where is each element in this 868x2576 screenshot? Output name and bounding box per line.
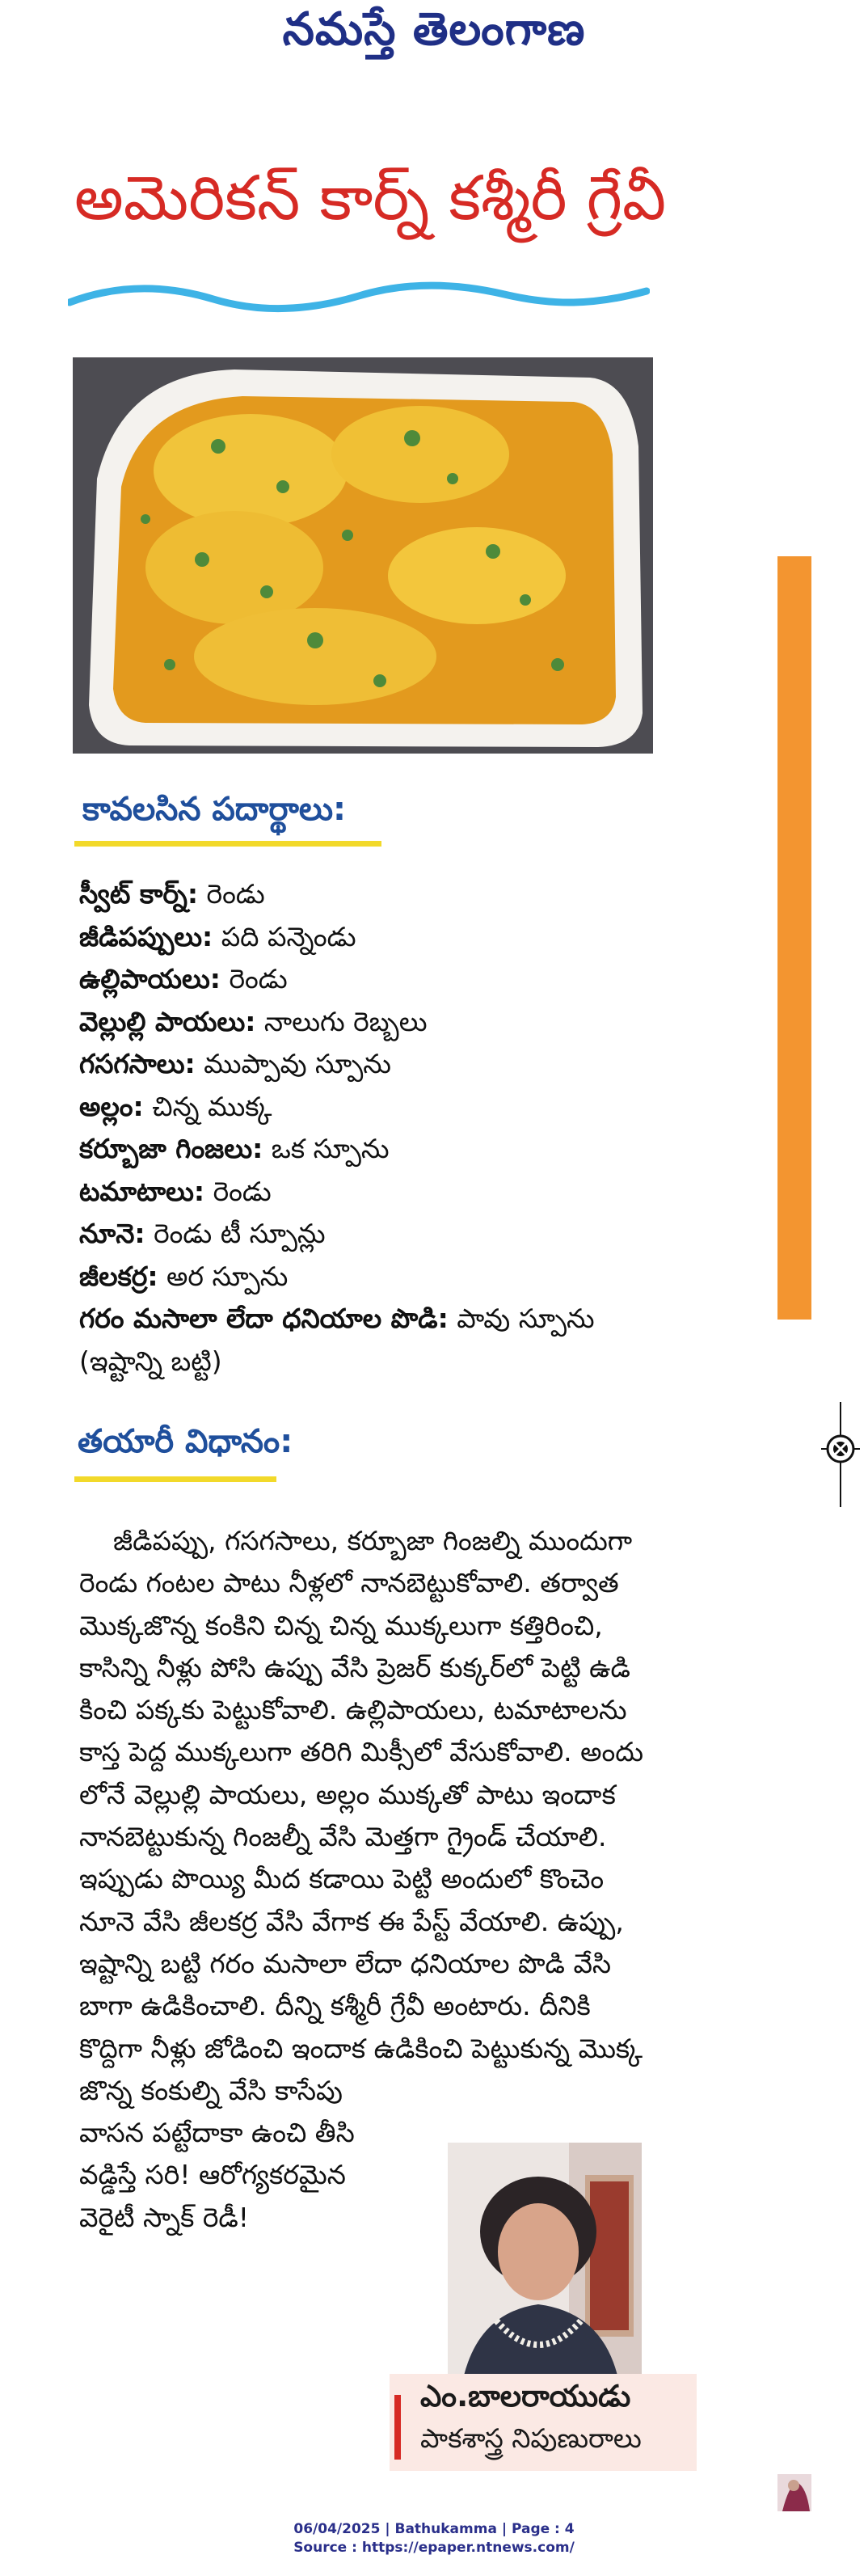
footer-page-info: 06/04/2025 | Bathukamma | Page : 4: [293, 2521, 575, 2537]
list-item: నూనె: రెండు టీ స్పూన్లు: [79, 1218, 326, 1249]
masthead-logo: నమస్తే తెలంగాణ: [282, 3, 586, 56]
method-paragraph: [79, 1520, 693, 2239]
method-line: వాసన పట్టేదాకా ఉంచి తీసి: [79, 2117, 355, 2149]
method-line: కించి పక్కకు పెట్టుకోవాలి. ఉల్లిపాయలు, టమాటాలను: [79, 1694, 627, 1726]
method-line: బాగా ఉడికించాలి. దీన్ని కశ్మీరీ గ్రేవీ అంటారు. దీనికి: [79, 1990, 591, 2022]
ingredients-note: (ఇష్టాన్ని బట్టి): [79, 1345, 222, 1377]
method-line: జీడిపప్పు, గసగసాలు, కర్బూజా గింజల్ని ముందుగా: [79, 1525, 633, 1556]
list-item: జీడిపప్పులు: పది పన్నెండు: [79, 920, 356, 952]
author-role: పాకశాస్త్ర నిపుణురాలు: [420, 2422, 642, 2454]
list-item: వెల్లుల్లి పాయలు: నాలుగు రెబ్బలు: [79, 1005, 428, 1037]
list-item: అల్లం: చిన్న ముక్క: [79, 1090, 272, 1122]
list-item: స్వీట్ కార్న్: రెండు: [79, 878, 265, 910]
method-line: రెండు గంటల పాటు నీళ్లలో నానబెట్టుకోవాలి. తర్వాత: [79, 1567, 619, 1599]
decorative-wave: [68, 278, 650, 314]
method-line: కాస్త పెద్ద ముక్కలుగా తరిగి మిక్సీలో వేసుకోవాలి. అందు: [79, 1736, 643, 1768]
list-item: టమాటాలు: రెండు: [79, 1175, 272, 1207]
list-item: ఉల్లిపాయలు: రెండు: [79, 963, 288, 995]
method-heading: తయారీ విధానం:: [78, 1423, 293, 1460]
method-heading-underline: [74, 1476, 276, 1482]
author-accent-bar: [394, 2395, 401, 2460]
list-item: జీలకర్ర: అర స్పూను: [79, 1260, 289, 1292]
list-item: గసగసాలు: ముప్పావు స్పూను: [79, 1048, 391, 1079]
method-line: లోనే వెల్లుల్లి పాయలు, అల్లం ముక్కతో పాటు ఇందాక: [79, 1778, 616, 1810]
list-item: కర్బూజా గింజలు: ఒక స్పూను: [79, 1133, 390, 1164]
ingredients-heading-underline: [74, 841, 381, 847]
method-line: నూనె వేసి జీలకర్ర వేసి వేగాక ఈ పేస్ట్ వేయాలి. ఉప్పు,: [79, 1905, 624, 1937]
method-line: ఇప్పుడు పొయ్యి మీద కడాయి పెట్టి అందులో కొంచెం: [79, 1863, 605, 1895]
author-name: ఎం.బాలరాయుడు: [420, 2379, 631, 2413]
method-line: కాసిన్ని నీళ్లు పోసి ఉప్పు వేసి ప్రెజర్ కుక్కర్‌లో పెట్టి ఉడి: [79, 1651, 630, 1683]
method-line: వడ్డిస్తే సరి! ఆరోగ్యకరమైన: [79, 2159, 346, 2191]
method-line: ఇష్టాన్ని బట్టి గరం మసాలా లేదా ధనియాల పొడి వేసి: [79, 1947, 612, 1979]
list-item: గరం మసాలా లేదా ధనియాల పొడి: పావు స్పూను: [79, 1303, 595, 1334]
ingredients-heading: కావలసిన పదార్థాలు:: [82, 791, 347, 828]
registration-mark-icon: [821, 1402, 860, 1507]
author-photo: [448, 2143, 642, 2375]
corner-thumbnail-icon: [777, 2474, 811, 2511]
method-line: జొన్న కంకుల్ని వేసి కాసేపు: [79, 2074, 343, 2106]
footer-source: Source : https://epaper.ntnews.com/: [293, 2540, 575, 2556]
article-title: అమెరికన్ కార్న్ కశ్మీరీ గ్రేవీ: [74, 162, 667, 234]
method-line: వెరైటీ స్నాక్ రెడీ!: [79, 2201, 250, 2233]
ingredients-list: [79, 873, 726, 1383]
dish-photo: [73, 357, 653, 754]
method-line: కొద్దిగా నీళ్లు జోడించి ఇందాక ఉడికించి పెట్టుకున్న మొక్క: [79, 2032, 643, 2064]
accent-side-bar: [777, 556, 811, 1320]
method-line: మొక్కజొన్న కంకిని చిన్న చిన్న ముక్కలుగా కత్తిరించి,: [79, 1609, 603, 1641]
method-line: నానబెట్టుకున్న గింజల్నీ వేసి మెత్తగా గ్రైండ్ చేయాలి.: [79, 1821, 607, 1853]
